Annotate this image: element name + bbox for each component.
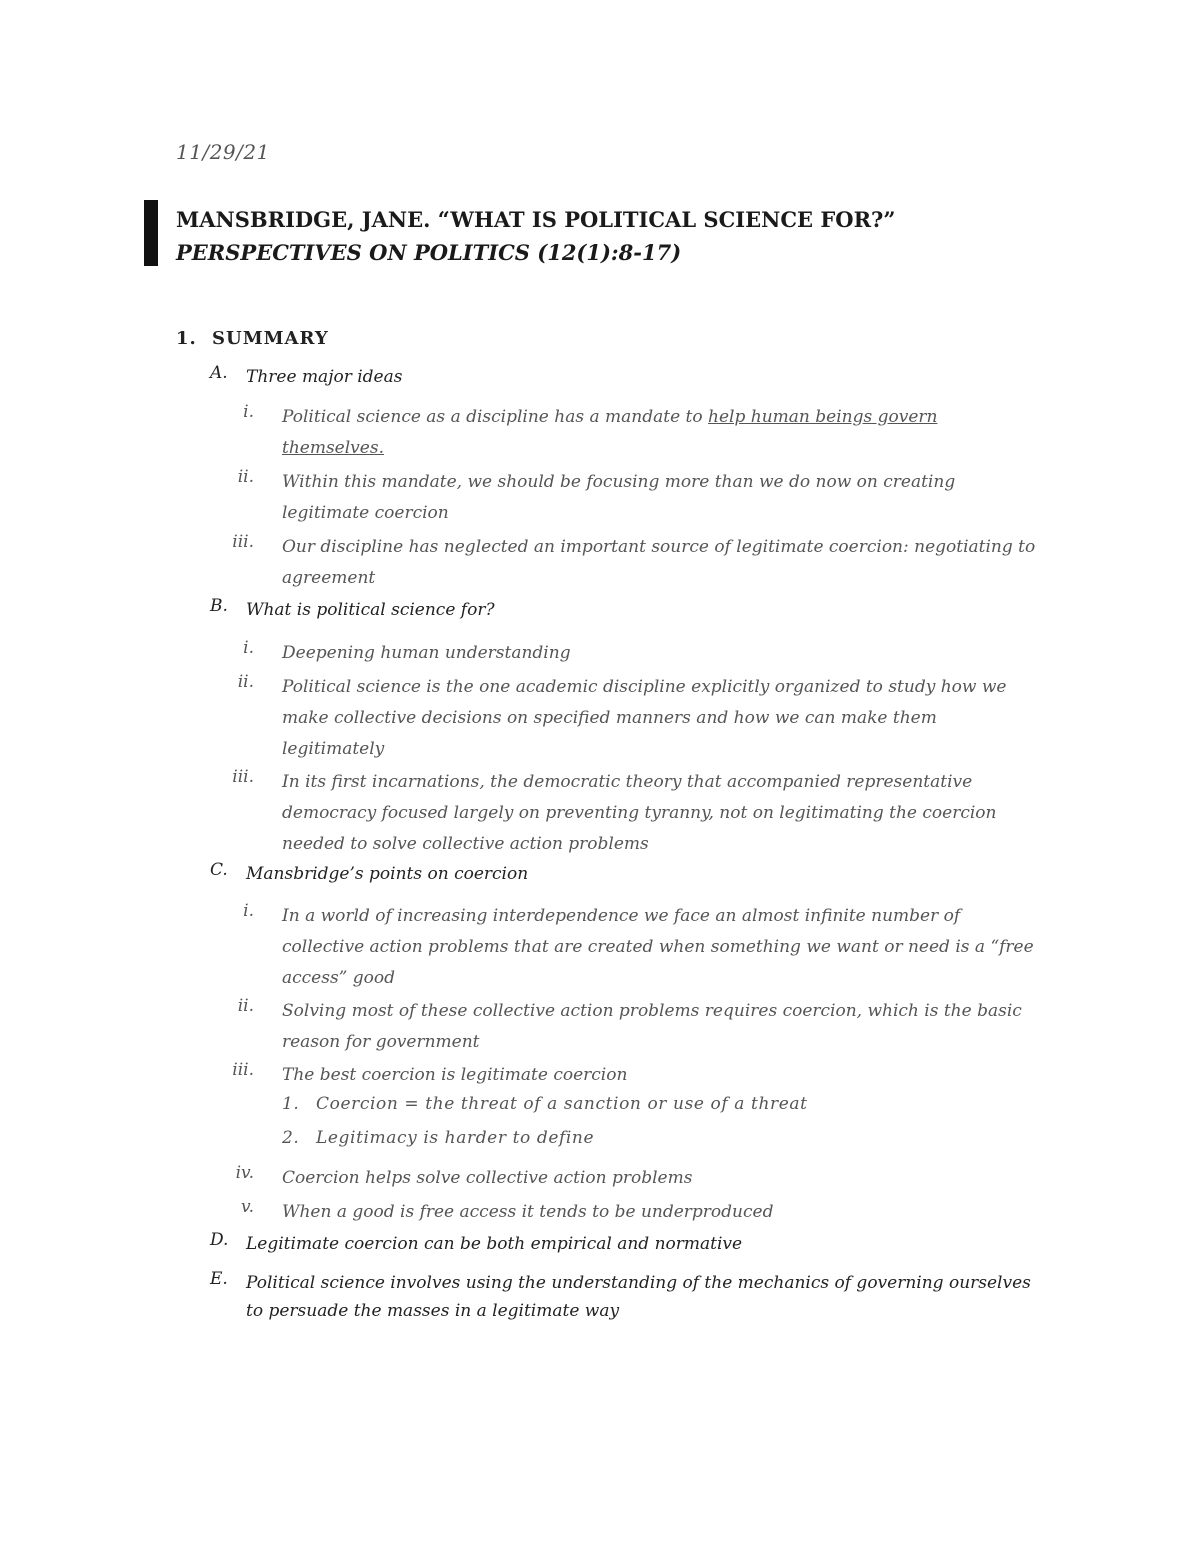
outline-text — [282, 402, 1042, 464]
outline-text-plain: Political science as a discipline has a mandate to — [282, 407, 709, 427]
title-main: MANSBRIDGE, JANE. “WHAT IS POLITICAL SCIENCE FOR?” — [176, 207, 896, 232]
document-date: 11/29/21 — [176, 140, 270, 164]
outline-text: Within this mandate, we should be focusing more than we do now on creating legitimate coercion — [282, 472, 956, 523]
outline-item-b — [210, 596, 1030, 620]
outline-text-underlined: help human beings govern themselves. — [282, 407, 938, 458]
outline-marker: i. — [243, 402, 254, 422]
outline-marker: 2. — [282, 1128, 300, 1148]
outline-text: Solving most of these collective action problems requires coercion, which is the basic reason for government — [282, 1001, 1022, 1052]
outline-marker: A. — [210, 363, 228, 383]
outline-text: Coercion = the threat of a sanction or use of a threat — [316, 1094, 808, 1114]
outline-marker: ii. — [237, 672, 254, 692]
outline-item-a — [210, 363, 1030, 387]
outline-marker: v. — [241, 1197, 254, 1217]
title-accent-bar — [144, 200, 158, 266]
section-number: 1. — [176, 328, 197, 349]
outline-marker: ii. — [237, 996, 254, 1016]
outline-marker: iii. — [232, 532, 254, 552]
outline-text: In a world of increasing interdependence we face an almost infinite number of collective action problems that are created when something we want or need is a “free access” good — [282, 906, 1034, 988]
outline-text: The best coercion is legitimate coercion — [282, 1065, 628, 1085]
outline-text: When a good is free access it tends to be underproduced — [282, 1202, 774, 1222]
outline-marker: i. — [243, 638, 254, 658]
outline-marker: iii. — [232, 1060, 254, 1080]
outline-marker: iii. — [232, 767, 254, 787]
outline-text: Legitimate coercion can be both empirical and normative — [246, 1234, 743, 1254]
outline-text: In its first incarnations, the democratic theory that accompanied representative democracy focused largely on preventing tyranny, not on legitimating the coercion needed to solve collective action problems — [282, 772, 997, 854]
outline-text: Legitimacy is harder to define — [316, 1128, 595, 1148]
outline-text: Three major ideas — [246, 367, 403, 387]
section-heading — [176, 328, 329, 349]
outline-marker: C. — [210, 860, 228, 880]
outline-marker: iv. — [235, 1163, 254, 1183]
outline-marker: 1. — [282, 1094, 300, 1114]
outline-text: Coercion helps solve collective action problems — [282, 1168, 693, 1188]
outline-text: What is political science for? — [246, 600, 495, 620]
outline-item-c — [210, 860, 1030, 884]
outline-marker: i. — [243, 901, 254, 921]
outline-item-c-iii-1 — [282, 1094, 808, 1114]
outline-marker: ii. — [237, 467, 254, 487]
document-title — [176, 203, 1036, 269]
section-label: SUMMARY — [212, 328, 329, 349]
outline-marker: D. — [210, 1230, 229, 1250]
outline-item-c-iii-2 — [282, 1128, 594, 1148]
title-journal: PERSPECTIVES ON POLITICS (12(1):8-17) — [176, 240, 682, 265]
outline-text: Mansbridge’s points on coercion — [246, 864, 529, 884]
outline-text: Political science is the one academic discipline explicitly organized to study how we make collective decisions on specified manners and how we can make them legitimately — [282, 677, 1007, 759]
outline-item-e — [210, 1269, 1031, 1321]
outline-text: Political science involves using the understanding of the mechanics of governing ourselves to persuade the masses in a legitimate way — [246, 1273, 1031, 1321]
outline-marker: B. — [210, 596, 228, 616]
outline-text: Deepening human understanding — [282, 643, 571, 663]
outline-marker: E. — [210, 1269, 228, 1289]
outline-item-d — [210, 1230, 1030, 1254]
outline-text: Our discipline has neglected an important source of legitimate coercion: negotiating to agreement — [282, 537, 1036, 588]
